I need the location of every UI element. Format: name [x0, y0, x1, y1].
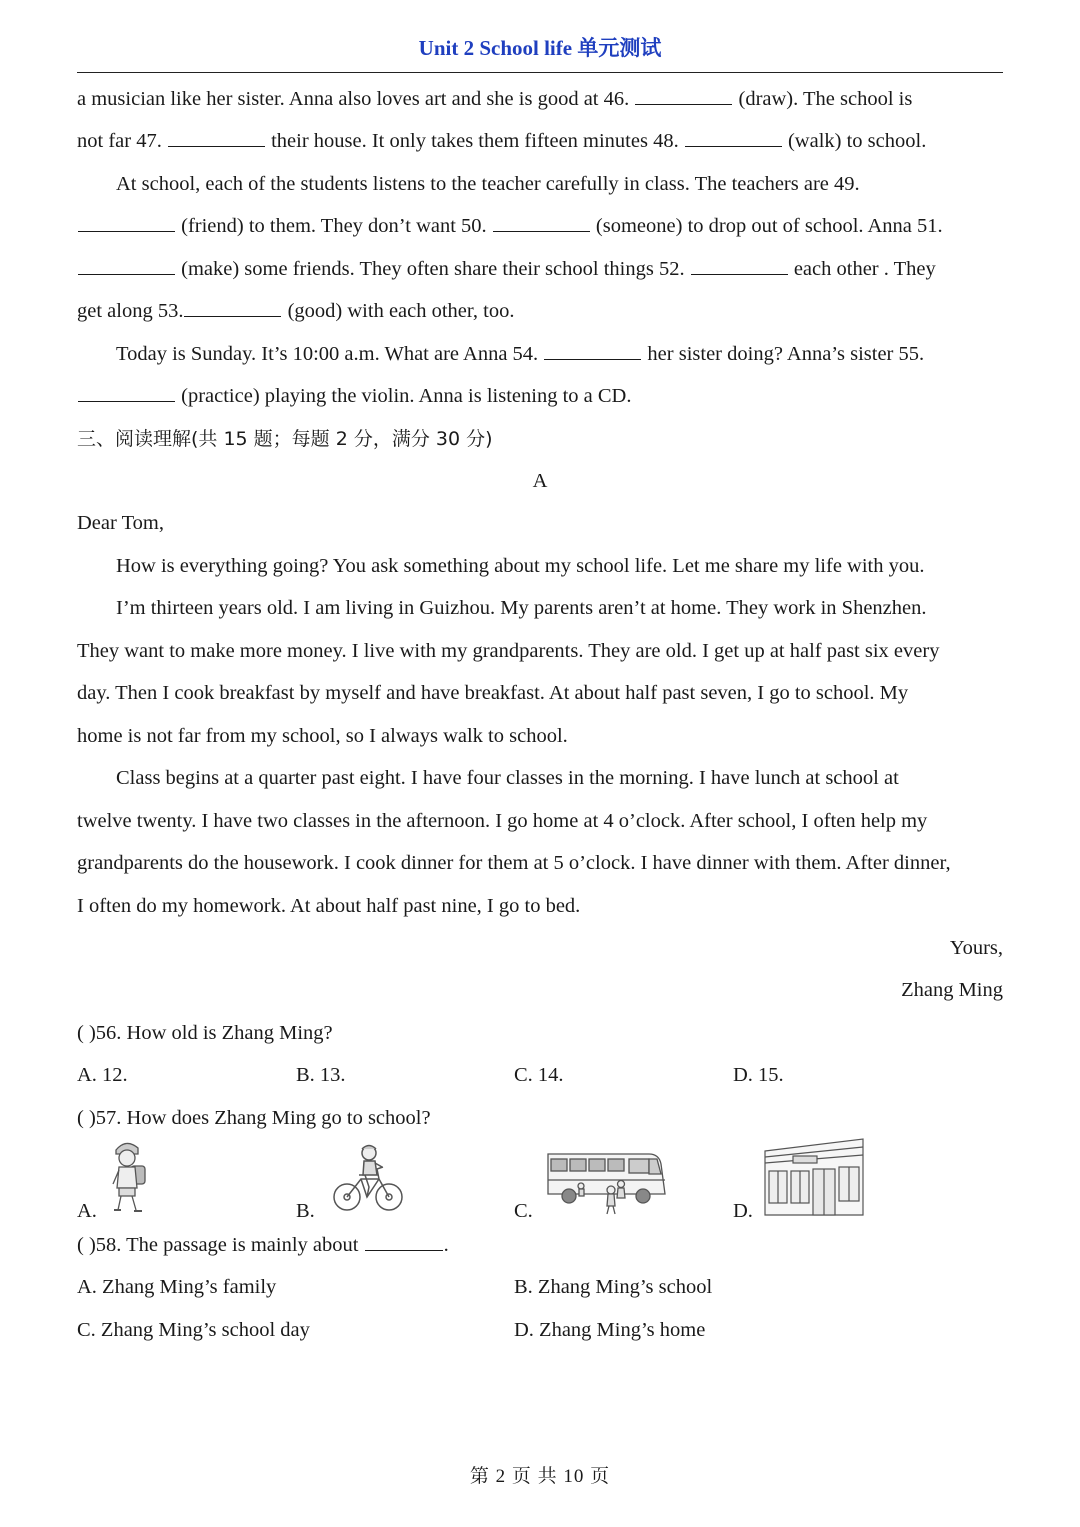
text: (practice) playing the violin. Anna is listening to a CD.: [176, 385, 632, 407]
cloze-line-2: [77, 128, 926, 154]
text: get along 53.: [77, 300, 184, 322]
blank-48[interactable]: [685, 128, 782, 147]
text: ( )58. The passage is mainly about: [77, 1234, 364, 1256]
bicycle-icon: [331, 1141, 405, 1215]
question-56-stem: ( )56. How old is Zhang Ming?: [77, 1022, 333, 1044]
text: not far 47.: [77, 130, 167, 152]
cloze-line-3: At school, each of the students listens to the teacher carefully in class. The teachers are 49.: [116, 173, 860, 195]
letter-paragraph-2-line-1: I’m thirteen years old. I am living in Guizhou. My parents aren’t at home. They work in Shenzhen.: [116, 597, 927, 619]
text: Today is Sunday. It’s 10:00 a.m. What are Anna 54.: [116, 343, 544, 365]
cloze-line-1: [77, 86, 912, 112]
q56-option-d[interactable]: D. 15.: [733, 1064, 784, 1086]
text: (walk) to school.: [782, 130, 927, 152]
blank-46[interactable]: [635, 86, 732, 105]
q58-option-b[interactable]: B. Zhang Ming’s school: [514, 1276, 713, 1298]
passage-label: A: [532, 470, 548, 492]
q57-option-c[interactable]: C.: [514, 1200, 533, 1222]
section-title: 三、阅读理解(共 15 题；每题 2 分，满分 30 分): [77, 428, 493, 450]
letter-paragraph-3-line-3: grandparents do the housework. I cook dinner for them at 5 o’clock. I have dinner with them. After dinner,: [77, 852, 951, 874]
q57-option-d[interactable]: D.: [733, 1200, 753, 1222]
blank-54[interactable]: [544, 341, 641, 360]
text: her sister doing? Anna’s sister 55.: [642, 343, 925, 365]
text: .: [443, 1234, 449, 1256]
question-57-stem: ( )57. How does Zhang Ming go to school?: [77, 1107, 431, 1129]
text: (someone) to drop out of school. Anna 51.: [590, 215, 943, 237]
page-footer: 第 2 页 共 10 页: [469, 1466, 611, 1487]
blank-50[interactable]: [493, 213, 590, 232]
question-58-stem: [77, 1232, 449, 1258]
blank-49[interactable]: [78, 213, 175, 232]
blank-52[interactable]: [691, 256, 788, 275]
q56-option-b[interactable]: B. 13.: [296, 1064, 346, 1086]
letter-paragraph-2-line-4: home is not far from my school, so I always walk to school.: [77, 725, 568, 747]
blank-53[interactable]: [184, 298, 281, 317]
blank-47[interactable]: [168, 128, 265, 147]
letter-paragraph-3-line-4: I often do my homework. At about half past nine, I go to bed.: [77, 895, 581, 917]
text: each other . They: [788, 258, 936, 280]
letter-signature: Zhang Ming: [901, 979, 1003, 1001]
page-header-title: Unit 2 School life 单元测试: [418, 36, 662, 60]
blank-55[interactable]: [78, 383, 175, 402]
header-divider: [77, 72, 1003, 73]
blank-58[interactable]: [365, 1232, 443, 1251]
blank-51[interactable]: [78, 256, 175, 275]
letter-greeting: Dear Tom,: [77, 512, 164, 534]
q57-option-a[interactable]: A.: [77, 1200, 97, 1222]
letter-paragraph-1: How is everything going? You ask something about my school life. Let me share my life with you.: [116, 555, 925, 577]
text: a musician like her sister. Anna also loves art and she is good at 46.: [77, 88, 635, 110]
q57-option-b[interactable]: B.: [296, 1200, 315, 1222]
letter-closing: Yours,: [949, 937, 1003, 959]
text: (draw). The school is: [733, 88, 913, 110]
q58-option-c[interactable]: C. Zhang Ming’s school day: [77, 1319, 310, 1341]
cloze-line-4: [77, 213, 943, 239]
text: their house. It only takes them fifteen minutes 48.: [265, 130, 684, 152]
text: (make) some friends. They often share their school things 52.: [176, 258, 690, 280]
building-icon: [763, 1137, 865, 1217]
letter-paragraph-2-line-2: They want to make more money. I live with my grandparents. They are old. I get up at half past six every: [77, 640, 940, 662]
cloze-line-6: [77, 298, 515, 324]
q58-option-d[interactable]: D. Zhang Ming’s home: [514, 1319, 706, 1341]
cloze-line-5: [77, 256, 936, 282]
cloze-line-8: [77, 383, 631, 409]
walking-child-icon: [106, 1138, 152, 1216]
q56-option-c[interactable]: C. 14.: [514, 1064, 564, 1086]
cloze-line-7: [116, 341, 924, 367]
q56-option-a[interactable]: A. 12.: [77, 1064, 128, 1086]
bus-icon: [545, 1150, 667, 1216]
q58-option-a[interactable]: A. Zhang Ming’s family: [77, 1276, 277, 1298]
text: (friend) to them. They don’t want 50.: [176, 215, 492, 237]
letter-paragraph-3-line-1: Class begins at a quarter past eight. I have four classes in the morning. I have lunch at school at: [116, 767, 899, 789]
letter-paragraph-2-line-3: day. Then I cook breakfast by myself and have breakfast. At about half past seven, I go to school. My: [77, 682, 909, 704]
text: (good) with each other, too.: [282, 300, 515, 322]
letter-paragraph-3-line-2: twelve twenty. I have two classes in the afternoon. I go home at 4 o’clock. After school, I often help my: [77, 810, 928, 832]
